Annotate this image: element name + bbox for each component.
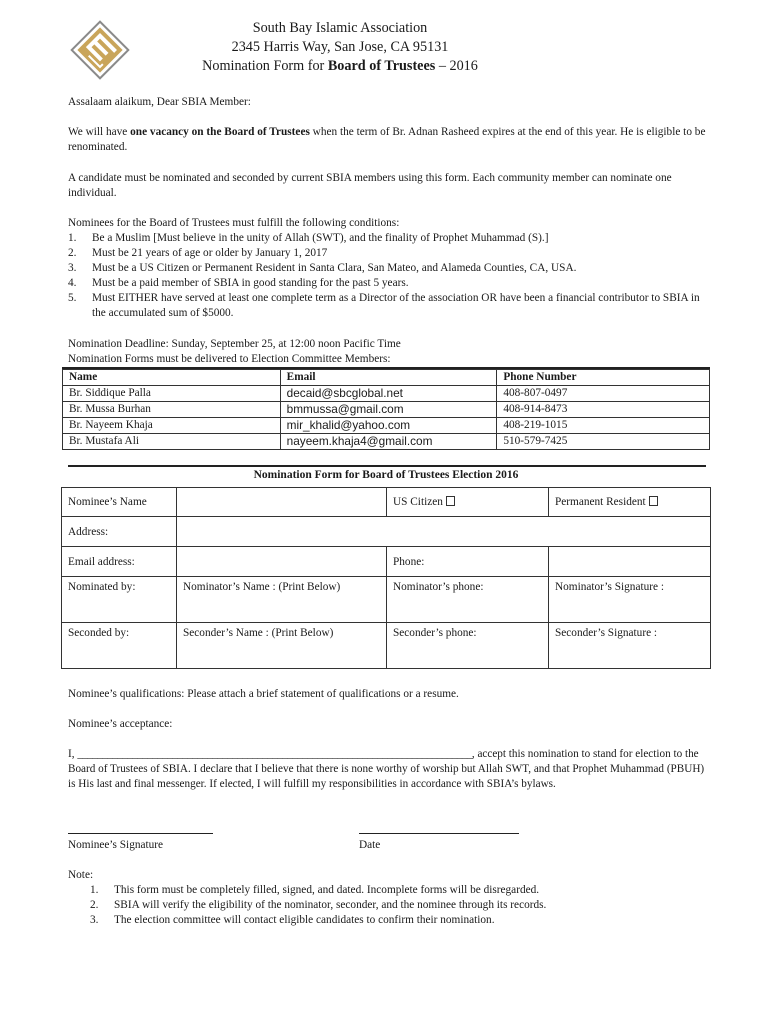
condition-item: 2. Must be 21 years of age or older by January 1, 2017 (68, 247, 328, 259)
nomination-form-table (61, 487, 711, 669)
member-phone: 408-807-0497 (497, 386, 710, 402)
us-citizen-option[interactable]: US Citizen (387, 488, 549, 517)
candidate-paragraph: A candidate must be nominated and seconded by current SBIA members using this form. Each community member can nominate one individual. (68, 172, 672, 199)
acceptance-statement: I, _______________________________________________________________________________, accept this nomination to stand for election to the Board of Trustees of SBIA. I declare that I believe that there is none worthy of worship but Allah SWT, and that Prophet Muhammad (PBUH) is His last and final messenger. If elected, I will fulfill my responsibilities in accordance with SBIA’s bylaws. (68, 748, 705, 790)
email-field[interactable] (177, 547, 387, 577)
nominator-signature-field[interactable]: Nominator’s Signature : (549, 577, 711, 623)
form-heading: Nomination Form for Board of Trustees – 2016 (202, 58, 478, 74)
condition-item: 1. Be a Muslim [Must believe in the unity of Allah (SWT), and the finality of Prophet Muhammad (S).] (68, 232, 549, 244)
table-row (63, 434, 710, 450)
member-phone: 408-219-1015 (497, 418, 710, 434)
condition-item: 3. Must be a US Citizen or Permanent Resident in Santa Clara, San Mateo, and Alameda Counties, CA, USA. (68, 262, 577, 274)
nominee-signature-label: Nominee’s Signature (68, 839, 164, 851)
divider (68, 465, 706, 467)
note-item: 1. This form must be completely filled, signed, and dated. Incomplete forms will be disregarded. (90, 884, 540, 896)
member-name: Br. Siddique Palla (63, 386, 281, 402)
greeting: Assalaam alaikum, Dear SBIA Member: (68, 96, 251, 108)
member-email[interactable]: decaid@sbcglobal.net (280, 386, 497, 402)
notes-list (90, 883, 710, 928)
seconded-by-label: Seconded by: (62, 623, 177, 669)
column-header: Phone Number (497, 370, 710, 386)
form-row-nominee (62, 488, 711, 517)
election-committee-table (62, 369, 710, 450)
address-label: Address: (62, 517, 177, 547)
form-row-nominator (62, 577, 711, 623)
phone-field[interactable] (549, 547, 711, 577)
org-name: South Bay Islamic Association (252, 20, 428, 36)
table-header-row (63, 370, 710, 386)
delivery-text: Nomination Forms must be delivered to Election Committee Members: (68, 353, 391, 365)
nominator-name-field[interactable]: Nominator’s Name : (Print Below) (177, 577, 387, 623)
seconder-name-field[interactable]: Seconder’s Name : (Print Below) (177, 623, 387, 669)
conditions-intro: Nominees for the Board of Trustees must fulfill the following conditions: (68, 217, 400, 229)
member-name: Br. Mustafa Ali (63, 434, 281, 450)
form-row-address (62, 517, 711, 547)
nominee-name-field[interactable] (177, 488, 387, 517)
date-line[interactable] (359, 833, 519, 834)
seconder-phone-field[interactable]: Seconder’s phone: (387, 623, 549, 669)
document-header (140, 19, 540, 76)
nominator-phone-field[interactable]: Nominator’s phone: (387, 577, 549, 623)
member-phone: 510-579-7425 (497, 434, 710, 450)
conditions-list (68, 231, 708, 321)
nomination-form-title: Nomination Form for Board of Trustees Election 2016 (253, 469, 519, 481)
sbia-logo (68, 18, 132, 82)
seconder-signature-field[interactable]: Seconder’s Signature : (549, 623, 711, 669)
deadline-text: Nomination Deadline: Sunday, September 25, at 12:00 noon Pacific Time (68, 338, 401, 350)
column-header: Email (280, 370, 497, 386)
email-label: Email address: (62, 547, 177, 577)
nominee-signature-line[interactable] (68, 833, 213, 834)
us-citizen-checkbox[interactable] (446, 496, 455, 506)
note-label: Note: (68, 869, 94, 881)
member-name: Br. Nayeem Khaja (63, 418, 281, 434)
date-label: Date (359, 839, 381, 851)
acceptance-label: Nominee’s acceptance: (68, 718, 173, 730)
nominated-by-label: Nominated by: (62, 577, 177, 623)
org-address: 2345 Harris Way, San Jose, CA 95131 (231, 39, 449, 55)
table-row (63, 418, 710, 434)
permanent-resident-checkbox[interactable] (649, 496, 658, 506)
phone-label: Phone: (387, 547, 549, 577)
qualifications-text: Nominee’s qualifications: Please attach a brief statement of qualifications or a resume. (68, 688, 459, 700)
condition-item: 5. Must EITHER have served at least one complete term as a Director of the association OR have been a financial contributor to SBIA in the accumulated sum of $5000. (68, 292, 700, 319)
condition-item: 4. Must be a paid member of SBIA in good standing for the past 5 years. (68, 277, 409, 289)
member-email[interactable]: nayeem.khaja4@gmail.com (280, 434, 497, 450)
acceptance-name-blank[interactable]: _______________________________________________________________________________ (77, 748, 472, 760)
form-row-seconder (62, 623, 711, 669)
nominee-name-label: Nominee’s Name (62, 488, 177, 517)
member-name: Br. Mussa Burhan (63, 402, 281, 418)
column-header: Name (63, 370, 281, 386)
address-field[interactable] (177, 517, 711, 547)
vacancy-paragraph: We will have one vacancy on the Board of Trustees when the term of Br. Adnan Rasheed expires at the end of this year. He is eligible to be renominated. (68, 126, 706, 153)
member-phone: 408-914-8473 (497, 402, 710, 418)
member-email[interactable]: bmmussa@gmail.com (280, 402, 497, 418)
note-item: 3. The election committee will contact eligible candidates to confirm their nomination. (90, 914, 495, 926)
form-row-contact (62, 547, 711, 577)
table-row (63, 402, 710, 418)
permanent-resident-option[interactable]: Permanent Resident (549, 488, 711, 517)
note-item: 2. SBIA will verify the eligibility of the nominator, seconder, and the nominee through its records. (90, 899, 547, 911)
table-row (63, 386, 710, 402)
member-email[interactable]: mir_khalid@yahoo.com (280, 418, 497, 434)
